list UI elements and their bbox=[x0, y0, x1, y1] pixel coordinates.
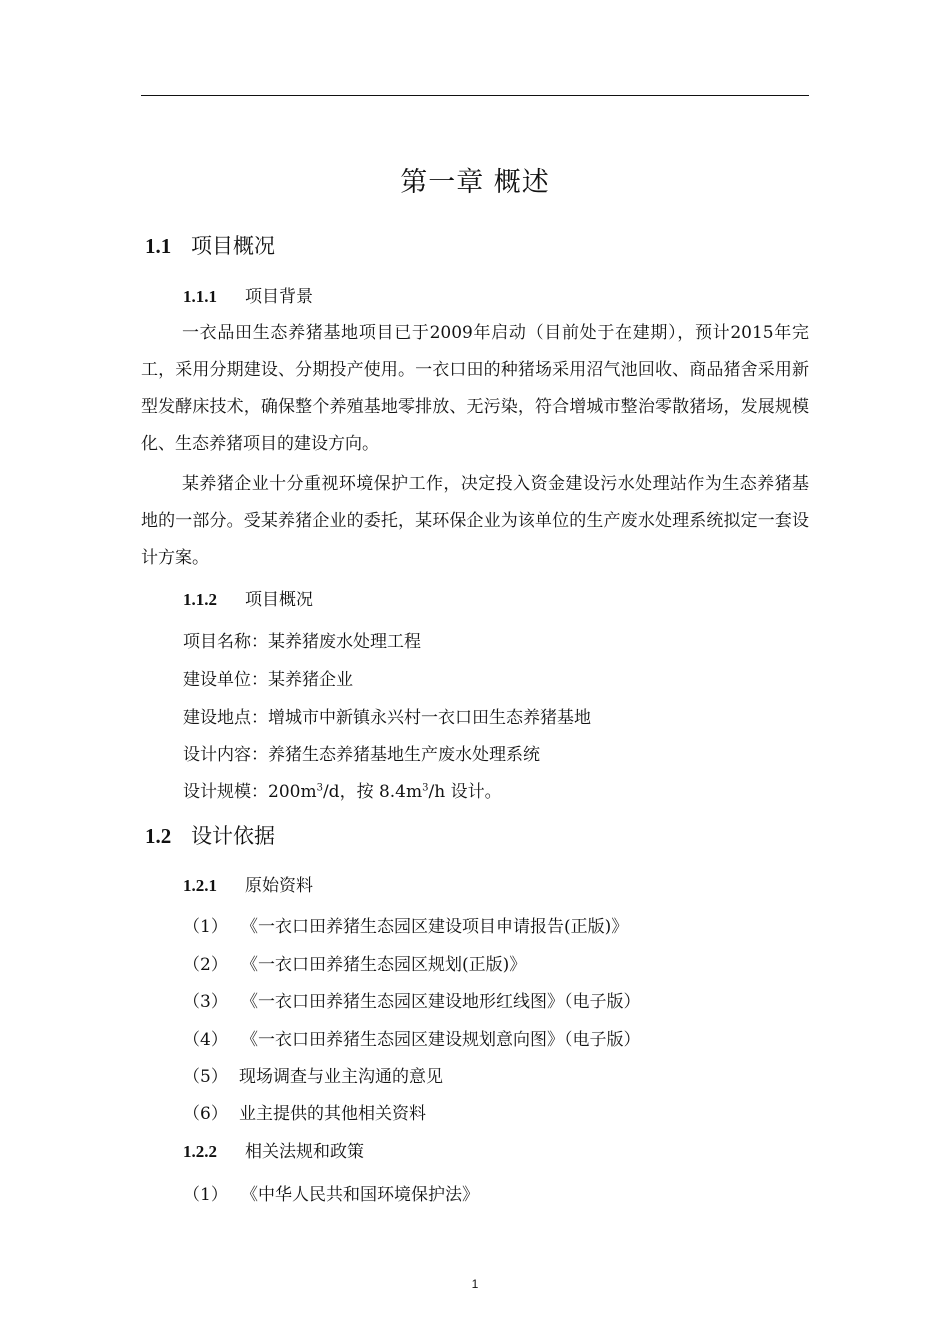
design-content-line: 设计内容：养猪生态养猪基地生产废水处理系统 bbox=[183, 745, 540, 765]
construction-site-line: 建设地点：增城市中新镇永兴村一衣口田生态养猪基地 bbox=[183, 708, 591, 728]
subsection-number: 1.1.1 bbox=[183, 287, 217, 306]
section-number: 1.2 bbox=[145, 824, 172, 848]
list-item bbox=[183, 1180, 479, 1205]
construction-unit-line: 建设单位：某养猪企业 bbox=[183, 670, 353, 690]
list-text: 业主提供的其他相关资料 bbox=[239, 1104, 426, 1124]
paragraph-background-2: 某养猪企业十分重视环境保护工作，决定投入资金建设污水处理站作为生态养猪基地的一部分。受某养猪企业的委托，某环保企业为该单位的生产废水处理系统拟定一套设计方案。 bbox=[141, 474, 809, 568]
subsection-title: 项目概况 bbox=[245, 590, 313, 610]
section-heading-1-1 bbox=[145, 230, 275, 260]
chapter-title: 第一章 概述 bbox=[400, 167, 550, 198]
list-item bbox=[183, 1062, 443, 1087]
list-item bbox=[183, 987, 641, 1012]
list-index: （1） bbox=[183, 917, 228, 937]
subsection-heading-1-2-2 bbox=[183, 1137, 364, 1162]
project-name-line: 项目名称：某养猪废水处理工程 bbox=[183, 632, 421, 652]
page-number: 1 bbox=[471, 1277, 479, 1291]
design-scale-prefix: 设计规模：200m bbox=[183, 782, 317, 802]
list-item bbox=[183, 912, 628, 937]
list-index: （5） bbox=[183, 1067, 228, 1087]
list-item bbox=[183, 1099, 426, 1124]
subsection-number: 1.1.2 bbox=[183, 590, 217, 609]
design-scale-mid: /d，按 8.4m bbox=[322, 782, 423, 802]
section-number: 1.1 bbox=[145, 234, 172, 258]
list-text: 现场调查与业主沟通的意见 bbox=[239, 1067, 443, 1087]
list-index: （2） bbox=[183, 955, 228, 975]
subsection-number: 1.2.1 bbox=[183, 876, 217, 895]
subsection-heading-1-1-2 bbox=[183, 585, 313, 610]
list-text: 《一衣口田养猪生态园区建设规划意向图》（电子版） bbox=[241, 1030, 641, 1050]
subsection-title: 项目背景 bbox=[245, 287, 313, 307]
superscript-3: 3 bbox=[316, 782, 323, 794]
list-index: （4） bbox=[183, 1030, 228, 1050]
superscript-3: 3 bbox=[422, 782, 429, 794]
list-text: 《一衣口田养猪生态园区规划(正版)》 bbox=[241, 955, 527, 975]
design-scale-suffix: /h 设计。 bbox=[428, 782, 502, 802]
list-text: 《中华人民共和国环境保护法》 bbox=[241, 1185, 479, 1205]
list-index: （6） bbox=[183, 1104, 228, 1124]
section-heading-1-2 bbox=[145, 820, 275, 850]
paragraph-background-1: 一衣品田生态养猪基地项目已于2009年启动（目前处于在建期），预计2015年完工，采用分期建设、分期投产使用。一衣口田的种猪场采用沼气池回收、商品猪舍采用新型发酵床技术，确保整个养殖基地零排放、无污染，符合增城市整治零散猪场，发展规模化、生态养猪项目的建设方向。 bbox=[141, 323, 809, 454]
list-text: 《一衣口田养猪生态园区建设项目申请报告(正版)》 bbox=[241, 917, 629, 937]
subsection-title: 原始资料 bbox=[245, 876, 313, 896]
list-text: 《一衣口田养猪生态园区建设地形红线图》（电子版） bbox=[241, 992, 641, 1012]
list-index: （3） bbox=[183, 992, 228, 1012]
list-index: （1） bbox=[183, 1185, 228, 1205]
section-title: 项目概况 bbox=[191, 234, 275, 258]
subsection-heading-1-1-1 bbox=[183, 282, 313, 307]
subsection-heading-1-2-1 bbox=[183, 871, 313, 896]
header-rule bbox=[141, 95, 809, 96]
list-item bbox=[183, 1025, 641, 1050]
section-title: 设计依据 bbox=[191, 824, 275, 848]
subsection-number: 1.2.2 bbox=[183, 1142, 217, 1161]
subsection-title: 相关法规和政策 bbox=[245, 1142, 364, 1162]
list-item bbox=[183, 950, 526, 975]
design-scale-line bbox=[183, 777, 502, 802]
